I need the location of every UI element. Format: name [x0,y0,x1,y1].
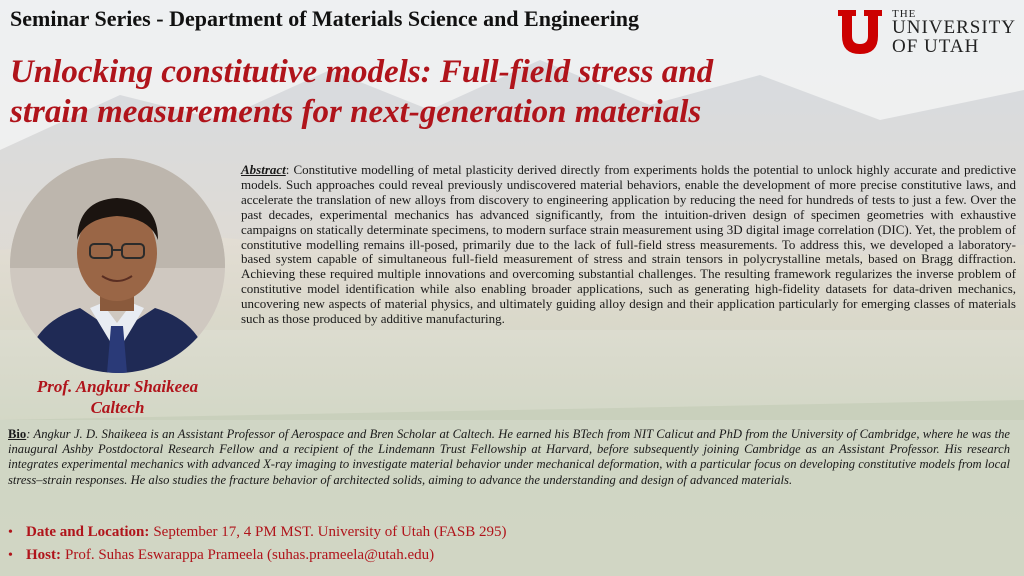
bio-label: Bio [8,427,27,441]
logo-text-the: THE [892,8,917,20]
host-value: Prof. Suhas Eswarappa Prameela (suhas.prameela@utah.edu) [65,547,435,563]
speaker-photo [10,158,225,373]
date-location-item [8,521,1008,544]
date-location-value: September 17, 4 PM MST. University of Utah (FASB 295) [153,524,507,540]
series-title: Seminar Series - Department of Materials Science and Engineering [10,6,639,31]
university-logo [836,8,1016,56]
talk-title [10,52,910,132]
block-u-icon [836,8,884,56]
bullet-icon: • [8,548,13,563]
talk-title-line-2: strain measurements for next-generation materials [10,94,702,130]
talk-title-line-1: Unlocking constitutive models: Full-field stress and [10,54,714,90]
abstract-text: : Constitutive modelling of metal plasticity derived directly from experiments holds the potential to unlock highly accurate and predictive models. Such approaches could reveal previously undiscovered material behaviors, enable the development of more precise constitutive laws, and accelerate the translation of new alloys from discovery to engineering application by reducing the need for hundreds of tests to just a few. Over the past decades, experimental mechanics has advanced significantly, from the intuition-driven design of specimen geometries with exhaustive campaigns on statically determinate specimens, to modern surface strain measurement using 3D digital image correlation (DIC). Yet, the problem of constitutive modelling remains ill-posed, primarily due to the lack of full-field stress measurements. To address this, we developed a laboratory-based system capable of simultaneous full-field measurement of stress and strain tensors in polycrystalline metals, based on Bragg diffraction. Achieving these required multiple innovations and overcoming substantial challenges. The resulting framework regularizes the inverse problem of constitutive model identification while also enabling broader applications, such as generating high-fidelity datasets for data-driven mechanics, uncovering new aspects of material physics, and ultimately guiding alloy design and their application particularly for emerging classes of materials such as those produced by additive manufacturing. [241,162,1016,327]
logo-text-university: UNIVERSITY [892,17,1016,38]
speaker-name: Prof. Angkur Shaikeea [36,377,199,396]
event-details [8,521,1008,567]
speaker-affiliation: Caltech [90,398,145,417]
bullet-icon: • [8,525,13,540]
logo-text-of-utah: OF UTAH [892,36,980,57]
date-location-label: Date and Location: [26,524,150,540]
abstract-label: Abstract [241,162,286,177]
host-item [8,544,1008,567]
speaker-block [10,376,225,418]
bio-text: : Angkur J. D. Shaikeea is an Assistant Professor of Aerospace and Bren Scholar at Caltech. He earned his BTech from NIT Calicut and PhD from the University of Cambridge, where he was the inaugural Ashby Postdoctoral Research Fellow and a recipient of the Lindemann Trust Fellowship at Harvard, before subsequently joining Cambridge as an Assistant Professor. His research integrates experimental mechanics with advanced X-ray imaging to investigate material behavior under mechanical deformation, with a particular focus on developing constitutive models from local stress–strain responses. He also studies the fracture behavior of architected solids, aiming to advance the understanding and design of advanced materials. [8,427,1010,487]
speaker-portrait [10,158,225,373]
bio [8,427,1010,488]
abstract [241,163,1016,327]
host-label: Host: [26,547,61,563]
